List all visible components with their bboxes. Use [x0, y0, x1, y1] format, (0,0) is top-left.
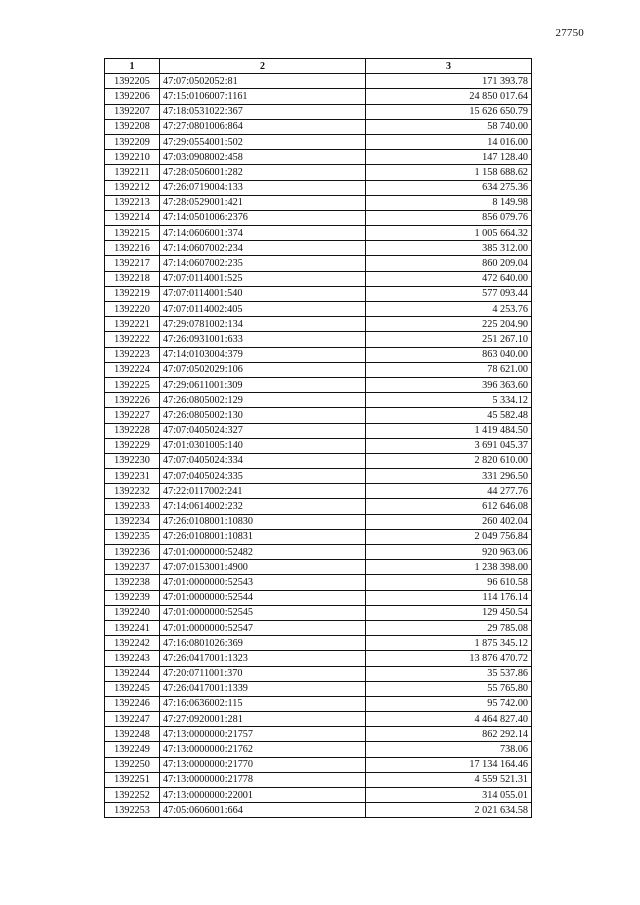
row-number: 1392205 [105, 74, 160, 89]
cadastral-number: 47:07:0114001:525 [160, 271, 366, 286]
table-header-row [105, 59, 532, 74]
row-value: 1 875 345.12 [366, 636, 532, 651]
cadastral-number: 47:13:0000000:21757 [160, 727, 366, 742]
row-value: 260 402.04 [366, 514, 532, 529]
cadastral-number: 47:26:0108001:10830 [160, 514, 366, 529]
cadastral-number: 47:26:0417001:1323 [160, 651, 366, 666]
table-row [105, 620, 532, 635]
row-number: 1392224 [105, 362, 160, 377]
table-row [105, 529, 532, 544]
cadastral-number: 47:13:0000000:21762 [160, 742, 366, 757]
table-row [105, 362, 532, 377]
row-number: 1392253 [105, 803, 160, 818]
cadastral-number: 47:14:0607002:235 [160, 256, 366, 271]
row-value: 96 610.58 [366, 575, 532, 590]
row-value: 856 079.76 [366, 210, 532, 225]
row-number: 1392248 [105, 727, 160, 742]
table-row [105, 757, 532, 772]
row-value: 114 176.14 [366, 590, 532, 605]
row-value: 1 158 688.62 [366, 165, 532, 180]
cadastral-number: 47:07:0405024:334 [160, 453, 366, 468]
table-row [105, 195, 532, 210]
row-value: 2 820 610.00 [366, 453, 532, 468]
row-value: 17 134 164.46 [366, 757, 532, 772]
row-number: 1392218 [105, 271, 160, 286]
column-header-3: 3 [366, 59, 532, 74]
table-row [105, 484, 532, 499]
page-number: 27750 [555, 27, 584, 39]
table-row [105, 727, 532, 742]
cadastral-number: 47:07:0502052:81 [160, 74, 366, 89]
table-row [105, 575, 532, 590]
cadastral-number: 47:14:0606001:374 [160, 226, 366, 241]
row-value: 58 740.00 [366, 119, 532, 134]
row-value: 738.06 [366, 742, 532, 757]
row-number: 1392217 [105, 256, 160, 271]
row-number: 1392239 [105, 590, 160, 605]
cadastral-number: 47:01:0000000:52544 [160, 590, 366, 605]
table-row [105, 742, 532, 757]
row-value: 8 149.98 [366, 195, 532, 210]
table-row [105, 514, 532, 529]
cadastral-number: 47:29:0781002:134 [160, 317, 366, 332]
row-number: 1392232 [105, 484, 160, 499]
row-number: 1392214 [105, 210, 160, 225]
row-value: 15 626 650.79 [366, 104, 532, 119]
table-row [105, 256, 532, 271]
row-value: 3 691 045.37 [366, 438, 532, 453]
row-number: 1392225 [105, 377, 160, 392]
row-number: 1392237 [105, 560, 160, 575]
row-number: 1392245 [105, 681, 160, 696]
row-number: 1392244 [105, 666, 160, 681]
row-value: 24 850 017.64 [366, 89, 532, 104]
row-value: 385 312.00 [366, 241, 532, 256]
table-row [105, 772, 532, 787]
table-row [105, 271, 532, 286]
row-number: 1392207 [105, 104, 160, 119]
row-number: 1392252 [105, 788, 160, 803]
table-row [105, 788, 532, 803]
cadastral-number: 47:16:0801026:369 [160, 636, 366, 651]
row-value: 862 292.14 [366, 727, 532, 742]
row-number: 1392246 [105, 696, 160, 711]
table-row [105, 134, 532, 149]
row-number: 1392216 [105, 241, 160, 256]
row-value: 634 275.36 [366, 180, 532, 195]
row-value: 4 253.76 [366, 302, 532, 317]
cadastral-number: 47:27:0920001:281 [160, 712, 366, 727]
row-value: 863 040.00 [366, 347, 532, 362]
cadastral-number: 47:07:0114001:540 [160, 286, 366, 301]
row-value: 95 742.00 [366, 696, 532, 711]
cadastral-number: 47:26:0805002:129 [160, 393, 366, 408]
table-row [105, 89, 532, 104]
cadastral-number: 47:14:0614002:232 [160, 499, 366, 514]
row-value: 225 204.90 [366, 317, 532, 332]
cadastral-number: 47:03:0908002:458 [160, 150, 366, 165]
row-number: 1392229 [105, 438, 160, 453]
table-row [105, 165, 532, 180]
table-row [105, 453, 532, 468]
row-value: 2 021 634.58 [366, 803, 532, 818]
table-row [105, 545, 532, 560]
table-row [105, 499, 532, 514]
row-value: 14 016.00 [366, 134, 532, 149]
table-row [105, 241, 532, 256]
row-value: 331 296.50 [366, 469, 532, 484]
row-number: 1392247 [105, 712, 160, 727]
row-number: 1392219 [105, 286, 160, 301]
table-row [105, 636, 532, 651]
table-row [105, 560, 532, 575]
row-number: 1392215 [105, 226, 160, 241]
table-row [105, 317, 532, 332]
row-number: 1392243 [105, 651, 160, 666]
table-row [105, 712, 532, 727]
cadastral-number: 47:27:0801006:864 [160, 119, 366, 134]
table-row [105, 438, 532, 453]
row-value: 314 055.01 [366, 788, 532, 803]
cadastral-number: 47:01:0000000:52543 [160, 575, 366, 590]
column-header-2: 2 [160, 59, 366, 74]
row-value: 860 209.04 [366, 256, 532, 271]
cadastral-number: 47:01:0000000:52545 [160, 605, 366, 620]
cadastral-number: 47:07:0114002:405 [160, 302, 366, 317]
row-value: 13 876 470.72 [366, 651, 532, 666]
row-number: 1392210 [105, 150, 160, 165]
row-value: 129 450.54 [366, 605, 532, 620]
cadastral-number: 47:29:0611001:309 [160, 377, 366, 392]
row-number: 1392206 [105, 89, 160, 104]
row-number: 1392240 [105, 605, 160, 620]
table-row [105, 408, 532, 423]
table-row [105, 104, 532, 119]
cadastral-number: 47:26:0805002:130 [160, 408, 366, 423]
cadastral-number: 47:13:0000000:21778 [160, 772, 366, 787]
table-row [105, 347, 532, 362]
cadastral-number: 47:07:0405024:335 [160, 469, 366, 484]
table-row [105, 332, 532, 347]
row-number: 1392212 [105, 180, 160, 195]
table-row [105, 423, 532, 438]
cadastral-number: 47:29:0554001:502 [160, 134, 366, 149]
row-number: 1392235 [105, 529, 160, 544]
row-number: 1392236 [105, 545, 160, 560]
table-row [105, 210, 532, 225]
table-row [105, 377, 532, 392]
row-value: 29 785.08 [366, 620, 532, 635]
cadastral-number: 47:26:0719004:133 [160, 180, 366, 195]
cadastral-number: 47:14:0607002:234 [160, 241, 366, 256]
cadastral-number: 47:20:0711001:370 [160, 666, 366, 681]
row-value: 171 393.78 [366, 74, 532, 89]
row-number: 1392220 [105, 302, 160, 317]
row-number: 1392221 [105, 317, 160, 332]
row-value: 147 128.40 [366, 150, 532, 165]
row-value: 35 537.86 [366, 666, 532, 681]
cadastral-number: 47:26:0417001:1339 [160, 681, 366, 696]
row-number: 1392208 [105, 119, 160, 134]
row-value: 2 049 756.84 [366, 529, 532, 544]
cadastral-number: 47:07:0502029:106 [160, 362, 366, 377]
row-value: 612 646.08 [366, 499, 532, 514]
row-number: 1392233 [105, 499, 160, 514]
cadastral-number: 47:16:0636002:115 [160, 696, 366, 711]
cadastral-number: 47:07:0153001:4900 [160, 560, 366, 575]
row-value: 55 765.80 [366, 681, 532, 696]
cadastral-number: 47:01:0000000:52482 [160, 545, 366, 560]
cadastral-number: 47:18:0531022:367 [160, 104, 366, 119]
cadastral-number: 47:15:0106007:1161 [160, 89, 366, 104]
table-row [105, 469, 532, 484]
row-value: 577 093.44 [366, 286, 532, 301]
cadastral-number: 47:05:0606001:664 [160, 803, 366, 818]
cadastral-number: 47:28:0506001:282 [160, 165, 366, 180]
row-number: 1392251 [105, 772, 160, 787]
row-number: 1392227 [105, 408, 160, 423]
row-number: 1392209 [105, 134, 160, 149]
row-value: 1 419 484.50 [366, 423, 532, 438]
row-value: 45 582.48 [366, 408, 532, 423]
table-row [105, 393, 532, 408]
cadastral-number: 47:28:0529001:421 [160, 195, 366, 210]
row-number: 1392211 [105, 165, 160, 180]
table-row [105, 286, 532, 301]
table-row [105, 651, 532, 666]
column-header-1: 1 [105, 59, 160, 74]
row-number: 1392228 [105, 423, 160, 438]
cadastral-number: 47:01:0301005:140 [160, 438, 366, 453]
table-row [105, 302, 532, 317]
row-number: 1392230 [105, 453, 160, 468]
table-row [105, 605, 532, 620]
cadastral-number: 47:26:0931001:633 [160, 332, 366, 347]
row-value: 1 005 664.32 [366, 226, 532, 241]
row-number: 1392234 [105, 514, 160, 529]
row-number: 1392242 [105, 636, 160, 651]
row-number: 1392250 [105, 757, 160, 772]
row-value: 44 277.76 [366, 484, 532, 499]
row-value: 472 640.00 [366, 271, 532, 286]
row-value: 1 238 398.00 [366, 560, 532, 575]
row-value: 920 963.06 [366, 545, 532, 560]
row-number: 1392231 [105, 469, 160, 484]
cadastral-number: 47:13:0000000:22001 [160, 788, 366, 803]
row-number: 1392213 [105, 195, 160, 210]
table-row [105, 666, 532, 681]
cadastral-number: 47:22:0117002:241 [160, 484, 366, 499]
cadastral-number: 47:07:0405024:327 [160, 423, 366, 438]
row-value: 396 363.60 [366, 377, 532, 392]
row-number: 1392238 [105, 575, 160, 590]
table-row [105, 696, 532, 711]
cadastral-number: 47:14:0103004:379 [160, 347, 366, 362]
table-row [105, 226, 532, 241]
table-row [105, 119, 532, 134]
row-value: 4 559 521.31 [366, 772, 532, 787]
table-row [105, 681, 532, 696]
row-value: 4 464 827.40 [366, 712, 532, 727]
row-number: 1392222 [105, 332, 160, 347]
row-number: 1392249 [105, 742, 160, 757]
cadastral-number: 47:26:0108001:10831 [160, 529, 366, 544]
row-value: 78 621.00 [366, 362, 532, 377]
row-number: 1392223 [105, 347, 160, 362]
table-row [105, 180, 532, 195]
cadastral-number: 47:13:0000000:21770 [160, 757, 366, 772]
table-row [105, 150, 532, 165]
cadastral-number: 47:01:0000000:52547 [160, 620, 366, 635]
data-table [104, 58, 532, 818]
row-value: 5 334.12 [366, 393, 532, 408]
row-value: 251 267.10 [366, 332, 532, 347]
cadastral-number: 47:14:0501006:2376 [160, 210, 366, 225]
table-row [105, 74, 532, 89]
row-number: 1392241 [105, 620, 160, 635]
table-row [105, 803, 532, 818]
table-row [105, 590, 532, 605]
row-number: 1392226 [105, 393, 160, 408]
